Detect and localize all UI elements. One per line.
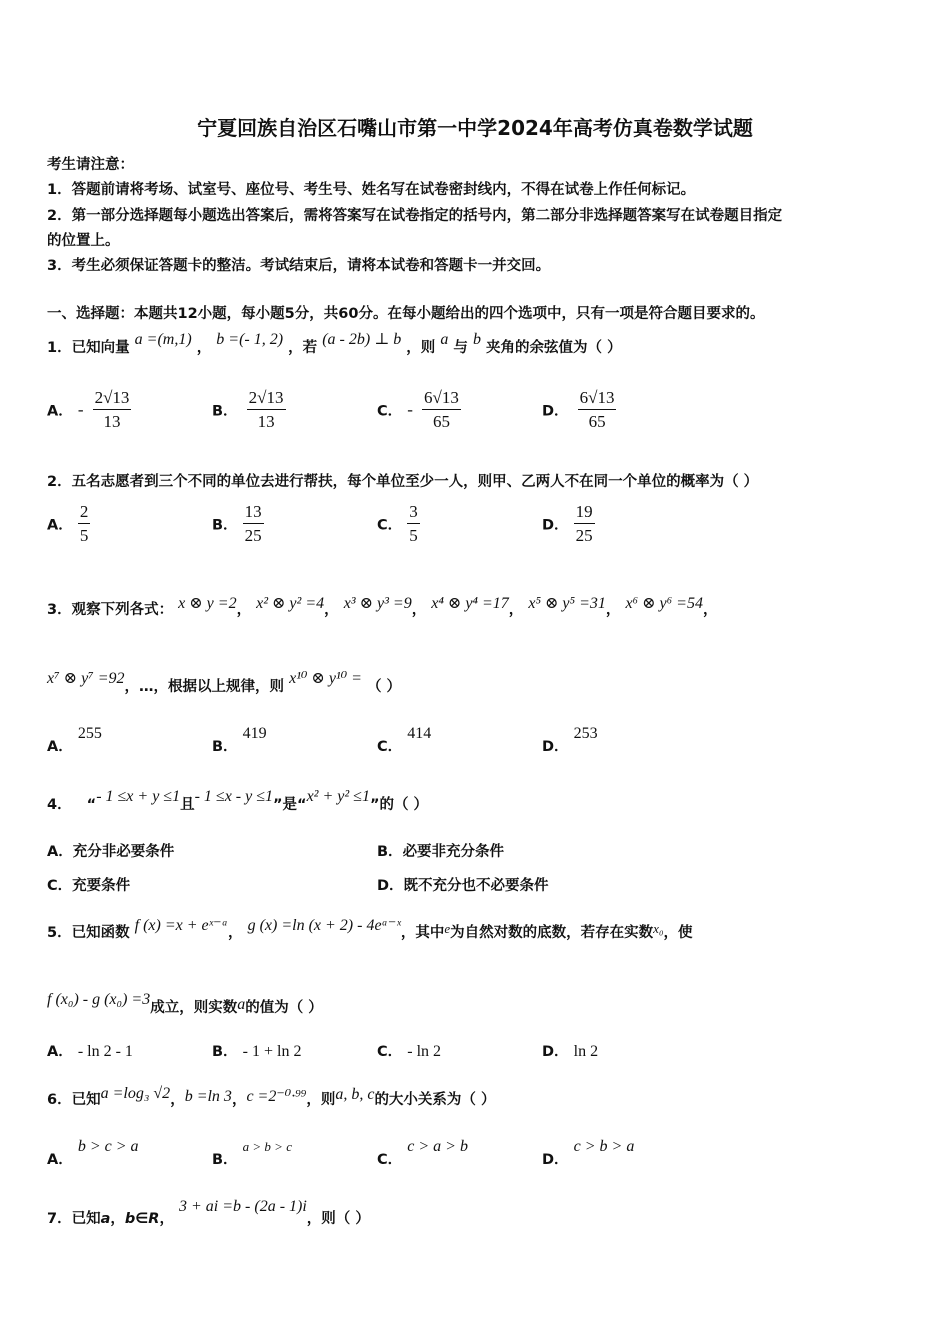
q3-expr-1: x ⊗ y =2	[178, 595, 237, 612]
q4-math-3: x² + y² ≤1	[306, 788, 370, 805]
q6-option-a[interactable]: A． b > c > a	[47, 1138, 139, 1168]
q6-math-c: c =2⁻⁰·⁹⁹	[246, 1088, 307, 1105]
q2-option-d[interactable]: D． $\frac{19}{25}$	[542, 502, 593, 545]
q5-option-c[interactable]: C． - ln 2	[377, 1043, 442, 1060]
fraction: $\frac{19}{25}$	[575, 502, 593, 545]
q1-option-b[interactable]: B． $\frac{2√13}{13}$	[212, 388, 284, 431]
q3-option-b[interactable]: B． 419	[212, 725, 267, 755]
question-3-line-1: 3．观察下列各式： x ⊗ y =2， x² ⊗ y² =4， x³ ⊗ y³ =9， x⁴ ⊗ y⁴ =17， x⁵ ⊗ y⁵ =31， x⁶ ⊗ y⁶ =54，	[47, 595, 718, 618]
section-heading: 一、选择题：本题共12小题，每小题5分，共60分。在每小题给出的四个选项中，只有一项是符合题目要求的。	[47, 306, 765, 322]
question-2: 2．五名志愿者到三个不同的单位去进行帮扶，每个单位至少一人，则甲、乙两人不在同一个单位的概率为（ ）	[47, 474, 759, 490]
q1-text-3: ，若	[288, 340, 318, 356]
q3-expr-2: x² ⊗ y² =4	[256, 595, 325, 612]
q1-math-b: b =(- 1, 2)	[216, 331, 284, 348]
fraction: $\frac{3}{5}$	[409, 502, 418, 545]
q6-math-a: a =log₃ √2	[100, 1085, 171, 1102]
q1-text-1: 1．已知向量	[47, 340, 130, 356]
q1-math-b2: b	[472, 331, 481, 348]
q6-option-d[interactable]: D． c > b > a	[542, 1138, 635, 1168]
q1-text-5: 与	[453, 340, 468, 356]
question-5-line-2: f (x₀) - g (x₀) =3成立，则实数a的值为（ ）	[47, 991, 323, 1016]
question-1	[47, 331, 622, 357]
notice-item-3: 3．考生必须保证答题卡的整洁。考试结束后，请将本试卷和答题卡一并交回。	[47, 258, 551, 274]
q5-math-cond: f (x₀) - g (x₀) =3	[47, 991, 151, 1008]
notice-heading: 考生请注意：	[47, 157, 134, 173]
q4-option-d[interactable]: D．既不充分也不必要条件	[377, 878, 549, 894]
q4-math-2: - 1 ≤x - y ≤1	[194, 788, 273, 805]
notice-item-1: 1．答题前请将考场、试室号、座位号、考生号、姓名写在试卷密封线内，不得在试卷上作任何标记。	[47, 182, 696, 198]
q1-text-4: ，则	[406, 340, 436, 356]
q3-expr-8: x¹⁰ ⊗ y¹⁰ =	[289, 670, 362, 687]
q7-math-eq: 3 + ai =b - (2a - 1)i	[179, 1198, 307, 1215]
q6-option-c[interactable]: C． c > a > b	[377, 1138, 468, 1168]
question-6: 6．已知a =log₃ √2，b =ln 3，c =2⁻⁰·⁹⁹，则a, b, c的大小关系为（ ）	[47, 1085, 496, 1108]
q2-option-c[interactable]: C． $\frac{3}{5}$	[377, 502, 418, 545]
q3-expr-3: x³ ⊗ y³ =9	[343, 595, 412, 612]
q4-option-c[interactable]: C．充要条件	[47, 878, 131, 894]
fraction: $\frac{6√13}{65}$	[579, 388, 615, 431]
q1-text-6: 夹角的余弦值为（ ）	[486, 340, 622, 356]
q4-option-b[interactable]: B．必要非充分条件	[377, 844, 505, 860]
question-7: 7．已知a，b∈R， 3 + ai =b - (2a - 1)i，则（ ）	[47, 1198, 370, 1227]
q3-expr-6: x⁶ ⊗ y⁶ =54	[625, 595, 703, 612]
q4-option-a[interactable]: A．充分非必要条件	[47, 844, 175, 860]
question-4: 4． “- 1 ≤x + y ≤1且- 1 ≤x - y ≤1”是“x² + y² ≤1”的（ ）	[47, 788, 429, 813]
q3-option-a[interactable]: A． 255	[47, 725, 102, 755]
q5-option-a[interactable]: A． - ln 2 - 1	[47, 1043, 133, 1060]
q6-math-abc: a, b, c	[335, 1086, 375, 1103]
fraction: $\frac{2√13}{13}$	[94, 388, 130, 431]
q1-option-c[interactable]: C． - $\frac{6√13}{65}$	[377, 388, 459, 431]
q5-math-f: f (x) =x + eˣ⁻ᵃ	[134, 917, 228, 934]
fraction: $\frac{13}{25}$	[244, 502, 262, 545]
q3-expr-5: x⁵ ⊗ y⁵ =31	[528, 595, 606, 612]
q2-option-b[interactable]: B． $\frac{13}{25}$	[212, 502, 262, 545]
q1-math-cond: (a - 2b) ⊥ b	[322, 331, 402, 348]
question-3-line-2: x⁷ ⊗ y⁷ =92，…，根据以上规律，则 x¹⁰ ⊗ y¹⁰ = （ ）	[47, 670, 402, 695]
q6-math-b: b =ln 3	[184, 1088, 232, 1105]
q1-math-a2: a	[440, 331, 449, 348]
q5-math-g: g (x) =ln (x + 2) - 4eᵃ⁻ˣ	[247, 917, 401, 934]
q1-option-d[interactable]: D． $\frac{6√13}{65}$	[542, 388, 615, 431]
q3-expr-4: x⁴ ⊗ y⁴ =17	[431, 595, 509, 612]
page-title: 宁夏回族自治区石嘴山市第一中学2024年高考仿真卷数学试题	[197, 116, 753, 140]
q4-math-1: - 1 ≤x + y ≤1	[96, 788, 181, 805]
q3-option-d[interactable]: D． 253	[542, 725, 598, 755]
fraction: $\frac{2√13}{13}$	[248, 388, 284, 431]
q5-option-b[interactable]: B． - 1 + ln 2	[212, 1043, 302, 1060]
q1-text-2: ，	[196, 340, 212, 356]
q3-expr-7: x⁷ ⊗ y⁷ =92	[47, 670, 125, 687]
notice-item-2b: 的位置上。	[47, 233, 120, 249]
notice-item-2a: 2．第一部分选择题每小题选出答案后，需将答案写在试卷指定的括号内，第二部分非选择题答案写在试卷题目指定	[47, 208, 783, 224]
q1-math-a: a =(m,1)	[134, 331, 192, 348]
q6-option-b[interactable]: B． a > b > c	[212, 1139, 292, 1168]
q2-option-a[interactable]: A． $\frac{2}{5}$	[47, 502, 89, 545]
q5-option-d[interactable]: D． ln 2	[542, 1043, 599, 1060]
fraction: $\frac{6√13}{65}$	[424, 388, 459, 431]
question-5-line-1: 5．已知函数 f (x) =x + eˣ⁻ᵃ， g (x) =ln (x + 2) - 4eᵃ⁻ˣ，其中e为自然对数的底数，若存在实数x₀，使	[47, 917, 693, 941]
fraction: $\frac{2}{5}$	[79, 502, 89, 545]
q1-option-a[interactable]: A． - $\frac{2√13}{13}$	[47, 388, 130, 431]
q3-option-c[interactable]: C． 414	[377, 725, 432, 755]
